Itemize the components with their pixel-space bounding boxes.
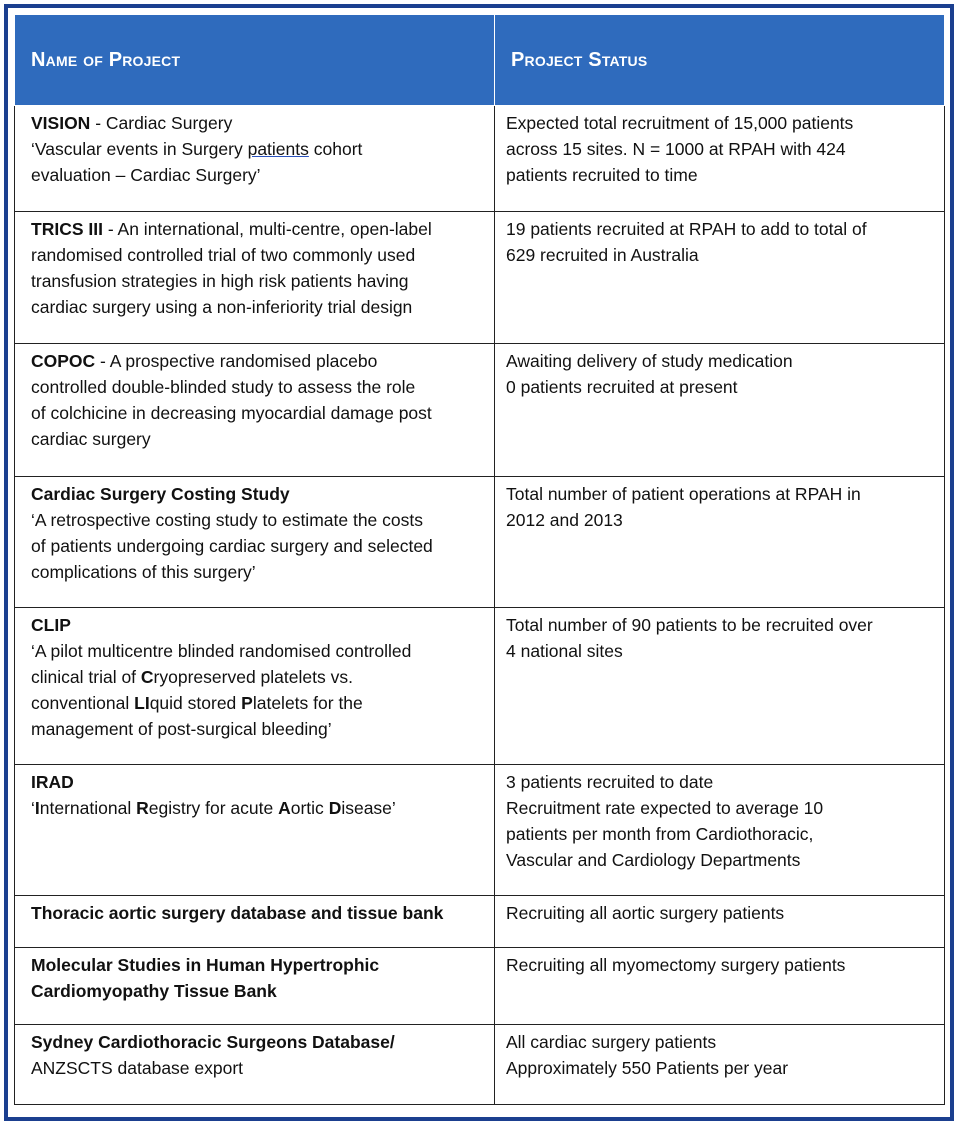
project-desc-line: ‘A retrospective costing study to estimate the costs [31,510,423,530]
status-line: 2012 and 2013 [506,510,623,530]
project-name: Thoracic aortic surgery database and tissue bank [31,903,444,923]
status-line: 629 recruited in Australia [506,245,699,265]
status-line: Total number of patient operations at RPAH in [506,484,861,504]
projects-table [14,14,945,1105]
table-row [15,212,945,344]
project-name: COPOC [31,351,96,371]
project-desc-line: ANZSCTS database export [31,1058,244,1078]
status-cell [495,212,945,344]
header-row [15,15,945,106]
status-line: Expected total recruitment of 15,000 patients [506,113,854,133]
project-desc-line: complications of this surgery’ [31,562,256,582]
status-cell [495,896,945,948]
acronym-letter: R [136,798,149,818]
table-row [15,608,945,765]
acronym-letter: P [241,693,253,713]
project-cell [15,344,495,477]
project-name: VISION [31,113,91,133]
project-desc-text: egistry for acute [148,798,279,818]
project-name: Cardiac Surgery Costing Study [31,484,290,504]
table-row [15,1025,945,1105]
project-subtitle: - Cardiac Surgery [90,113,233,133]
status-cell [495,608,945,765]
project-desc-text: clinical trial of [31,667,141,687]
acronym-letter: I [34,798,40,818]
project-name: Cardiomyopathy Tissue Bank [31,981,277,1001]
project-desc-line: management of post-surgical bleeding’ [31,719,332,739]
status-cell [495,948,945,1025]
status-cell [495,344,945,477]
status-line: patients recruited to time [506,165,698,185]
table-frame [4,4,954,1121]
project-desc-text: ‘ [31,798,35,818]
table-row [15,344,945,477]
project-name: CLIP [31,615,71,635]
status-line: 4 national sites [506,641,623,661]
header-project-status: Project Status [495,15,945,106]
project-desc-text: - An international, multi-centre, open-label [102,219,432,239]
project-cell [15,1025,495,1105]
status-line: patients per month from Cardiothoracic, [506,824,814,844]
project-desc-line: evaluation – Cardiac Surgery’ [31,165,261,185]
status-line: Total number of 90 patients to be recruited over [506,615,873,635]
status-line: All cardiac surgery patients [506,1032,717,1052]
status-line: 19 patients recruited at RPAH to add to total of [506,219,867,239]
project-desc-line: cardiac surgery [31,429,151,449]
project-name: IRAD [31,772,74,792]
status-cell [495,1025,945,1105]
project-desc-line: randomised controlled trial of two commonly used [31,245,416,265]
project-cell [15,765,495,896]
status-line: Approximately 550 Patients per year [506,1058,789,1078]
underlined-word: patients [247,139,309,159]
header-name-of-project: Name of Project [15,15,495,106]
project-desc-text: quid stored [149,693,242,713]
project-desc-text: latelets for the [252,693,363,713]
project-desc-text: cohort [308,139,363,159]
status-line: 0 patients recruited at present [506,377,738,397]
project-desc-text: ryopreserved platelets vs. [153,667,353,687]
project-desc-text: ‘Vascular events in Surgery [31,139,248,159]
acronym-letter: LI [134,693,150,713]
project-cell [15,477,495,608]
project-desc-line: controlled double-blinded study to assess the role [31,377,416,397]
status-line: Recruitment rate expected to average 10 [506,798,824,818]
status-cell [495,477,945,608]
status-line: 3 patients recruited to date [506,772,714,792]
table-row [15,948,945,1025]
project-desc-line: transfusion strategies in high risk patients having [31,271,409,291]
project-desc-line: of patients undergoing cardiac surgery and selected [31,536,433,556]
project-name: TRICS III [31,219,103,239]
project-desc-line: of colchicine in decreasing myocardial damage post [31,403,432,423]
table-row [15,765,945,896]
project-desc-line: ‘A pilot multicentre blinded randomised controlled [31,641,412,661]
project-cell [15,212,495,344]
status-line: across 15 sites. N = 1000 at RPAH with 424 [506,139,846,159]
status-line: Vascular and Cardiology Departments [506,850,801,870]
acronym-letter: A [278,798,291,818]
project-desc-text: - A prospective randomised placebo [95,351,378,371]
status-cell [495,106,945,212]
project-desc-line: cardiac surgery using a non-inferiority trial design [31,297,413,317]
project-cell [15,948,495,1025]
status-cell [495,765,945,896]
table-row [15,896,945,948]
acronym-letter: C [140,667,154,687]
table-row [15,477,945,608]
project-name: Molecular Studies in Human Hypertrophic [31,955,380,975]
project-desc-text: nternational [39,798,137,818]
project-cell [15,896,495,948]
status-line: Awaiting delivery of study medication [506,351,793,371]
table-row [15,106,945,212]
project-cell [15,608,495,765]
project-desc-text: conventional [31,693,135,713]
status-line: Recruiting all aortic surgery patients [506,903,785,923]
status-line: Recruiting all myomectomy surgery patients [506,955,846,975]
project-cell [15,106,495,212]
project-desc-text: isease’ [341,798,396,818]
project-name: Sydney Cardiothoracic Surgeons Database/ [31,1032,395,1052]
acronym-letter: D [328,798,342,818]
project-desc-text: ortic [290,798,329,818]
